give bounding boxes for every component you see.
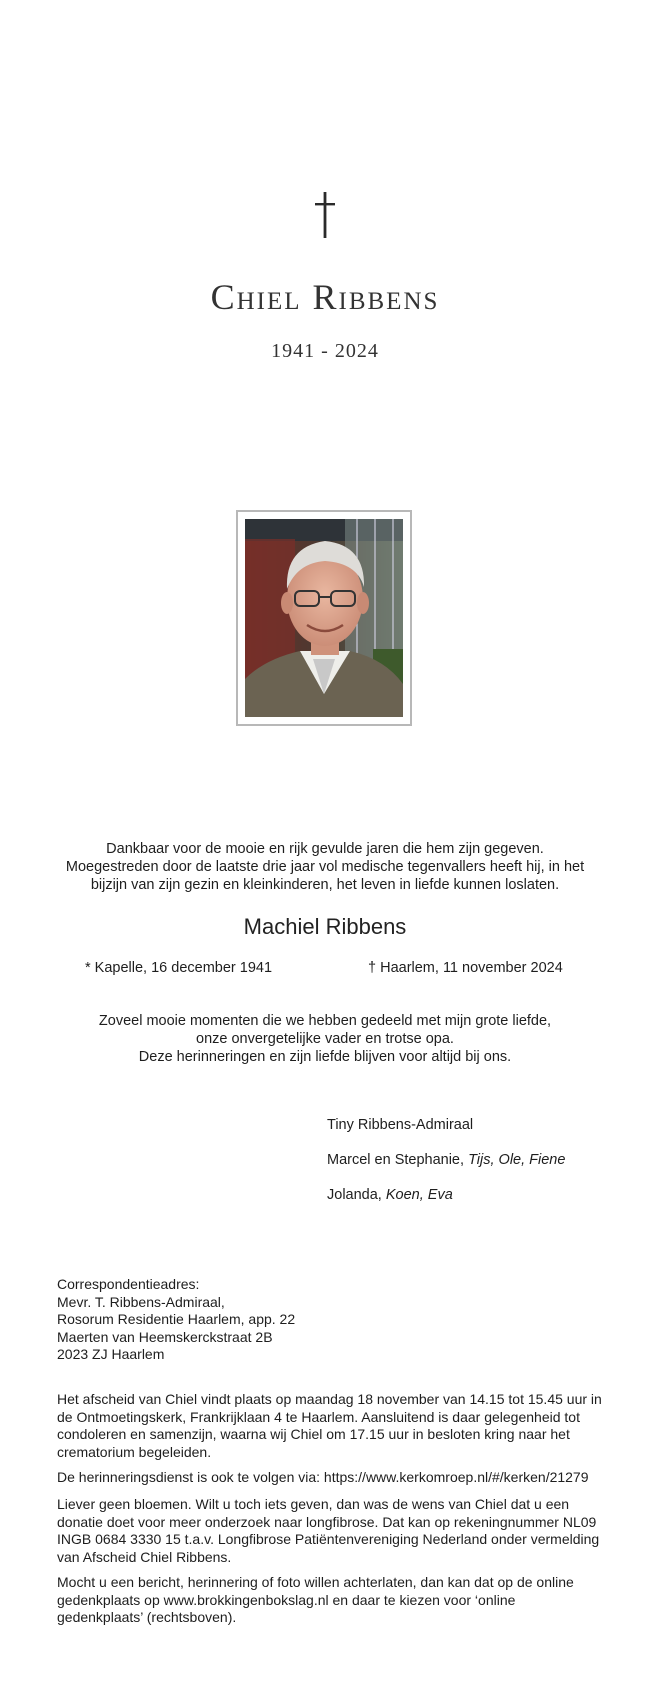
address-line: Correspondentieadres: — [57, 1276, 200, 1292]
address-line: Mevr. T. Ribbens-Admiraal, — [57, 1293, 225, 1310]
cross-icon — [0, 192, 650, 242]
correspondence-address — [57, 1276, 617, 1364]
address-line: Rosorum Residentie Haarlem, app. 22 — [57, 1311, 296, 1327]
intro-line: bijzijn van zijn gezin en kleinkinderen, het leven in liefde kunnen loslaten. — [90, 877, 560, 893]
family-line — [327, 1187, 453, 1203]
quote-line: Zoveel mooie momenten die we hebben gedeeld met mijn grote liefde, — [98, 1013, 552, 1029]
family-line — [327, 1152, 565, 1168]
death-info: † Haarlem, 11 november 2024 — [368, 960, 563, 976]
family-member: Jolanda, — [327, 1187, 382, 1203]
intro-line: Moegestreden door de laatste drie jaar vol medische tegenvallers heeft hij, in het — [65, 859, 585, 875]
life-years: 1941 - 2024 — [271, 340, 379, 362]
family-member: Tiny Ribbens-Admiraal — [327, 1117, 474, 1133]
quote-line: Deze herinneringen en zijn liefde blijven voor altijd bij ons. — [138, 1049, 512, 1065]
family-line — [327, 1117, 473, 1133]
donation-paragraph: Liever geen bloemen. Wilt u toch iets geven, dan was de wens van Chiel dat u een donatie doet voor meer onderzoek naar longfibrose. Dat kan op rekeningnummer NL09 INGB 0684 3330 15 t.a.v. Longfibrose Patiëntenvereniging Nederland onder vermelding van Afscheid Chiel Ribbens. — [57, 1496, 600, 1565]
grandchildren: Tijs, Ole, Fiene — [468, 1152, 566, 1168]
address-line: Maerten van Heemskerckstraat 2B — [57, 1328, 273, 1345]
portrait-photo — [245, 519, 403, 717]
intro-line: Dankbaar voor de mooie en rijk gevulde jaren die hem zijn gegeven. — [106, 841, 544, 857]
stream-paragraph: De herinneringsdienst is ook te volgen via: https://www.kerkomroep.nl/#/kerken/21279 — [57, 1469, 589, 1485]
birth-info: * Kapelle, 16 december 1941 — [85, 960, 273, 976]
address-line: 2023 ZJ Haarlem — [57, 1346, 165, 1362]
photo-frame — [236, 510, 412, 726]
grandchildren: Koen, Eva — [385, 1187, 453, 1203]
quote-line: onze onvergetelijke vader en trotse opa. — [196, 1031, 454, 1047]
farewell-paragraph: Het afscheid van Chiel vindt plaats op maandag 18 november van 14.15 tot 15.45 uur in de Ontmoetingskerk, Frankrijklaan 4 te Haarlem. Aansluitend is daar gelegenheid tot condoleren en samenzijn, waarna wij Chiel om 17.15 uur in besloten kring naar het crematorium begeleiden. — [57, 1391, 602, 1460]
intro-text — [0, 840, 650, 894]
deceased-name-heading: Chiel Ribbens — [210, 277, 440, 317]
full-name: Machiel Ribbens — [243, 914, 407, 939]
family-member: Marcel en Stephanie, — [327, 1152, 465, 1168]
online-memorial-paragraph: Mocht u een bericht, herinnering of foto willen achterlaten, dan kan dat op de online gedenkplaats op www.brokkingenbokslag.nl en daar te kiezen voor ‘online gedenkplaats’ (rechtsboven). — [57, 1574, 574, 1625]
quote-text — [0, 1012, 650, 1066]
